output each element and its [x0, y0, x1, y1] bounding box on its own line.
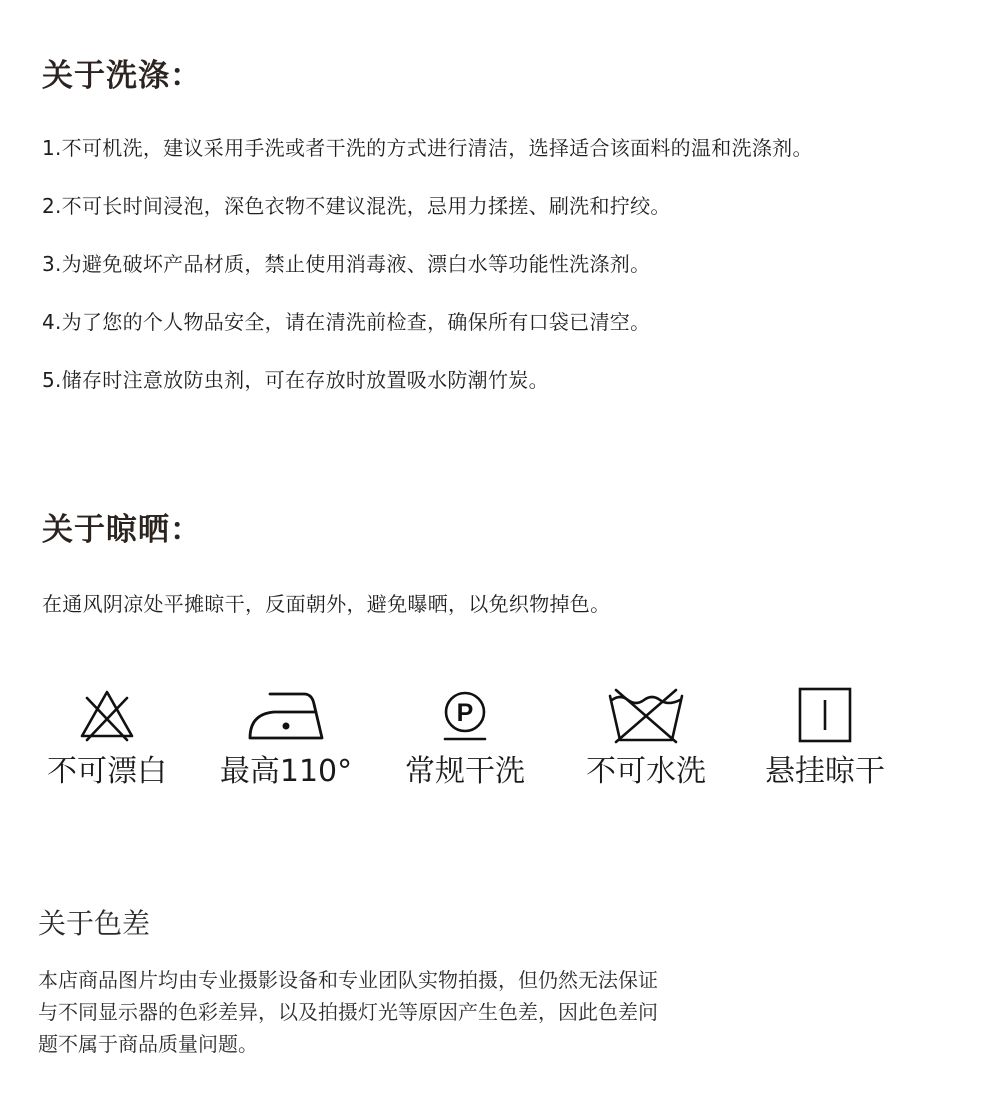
color-difference-line-1: 本店商品图片均由专业摄影设备和专业团队实物拍摄，但仍然无法保证 [38, 968, 658, 992]
dry-clean-p-icon [435, 686, 495, 744]
washing-item-5: 5.储存时注意放防虫剂，可在存放时放置吸水防潮竹炭。 [42, 368, 549, 392]
no-bleach-icon [77, 686, 137, 742]
color-difference-title: 关于色差 [38, 907, 151, 940]
washing-title: 关于洗涤： [42, 58, 202, 94]
care-label-no-bleach: 不可漂白 [47, 754, 167, 789]
hang-dry-icon [795, 686, 855, 744]
washing-item-3: 3.为避免破坏产品材质，禁止使用消毒液、漂白水等功能性洗涤剂。 [42, 252, 651, 276]
washing-item-2: 2.不可长时间浸泡，深色衣物不建议混洗，忌用力揉搓、刷洗和拧绞。 [42, 194, 671, 218]
care-label-hang-dry: 悬挂晾干 [765, 754, 885, 789]
care-label-dry-clean: 常规干洗 [405, 754, 525, 789]
color-difference-line-3: 题不属于商品质量问题。 [38, 1032, 258, 1056]
washing-item-1: 1.不可机洗，建议采用手洗或者干洗的方式进行清洁，选择适合该面料的温和洗涤剂。 [42, 136, 813, 160]
no-wash-icon [604, 686, 688, 744]
svg-text:P: P [456, 699, 474, 727]
washing-item-4: 4.为了您的个人物品安全，请在清洗前检查，确保所有口袋已清空。 [42, 310, 651, 334]
iron-icon [244, 686, 328, 742]
color-difference-line-2: 与不同显示器的色彩差异，以及拍摄灯光等原因产生色差，因此色差问 [38, 1000, 658, 1024]
color-difference-text [38, 964, 798, 1060]
care-label-iron: 最高110° [219, 754, 353, 789]
drying-title: 关于晾晒： [42, 512, 202, 548]
care-label-no-wash: 不可水洗 [586, 754, 706, 789]
drying-text: 在通风阴凉处平摊晾干，反面朝外，避免曝晒，以免织物掉色。 [42, 592, 611, 616]
